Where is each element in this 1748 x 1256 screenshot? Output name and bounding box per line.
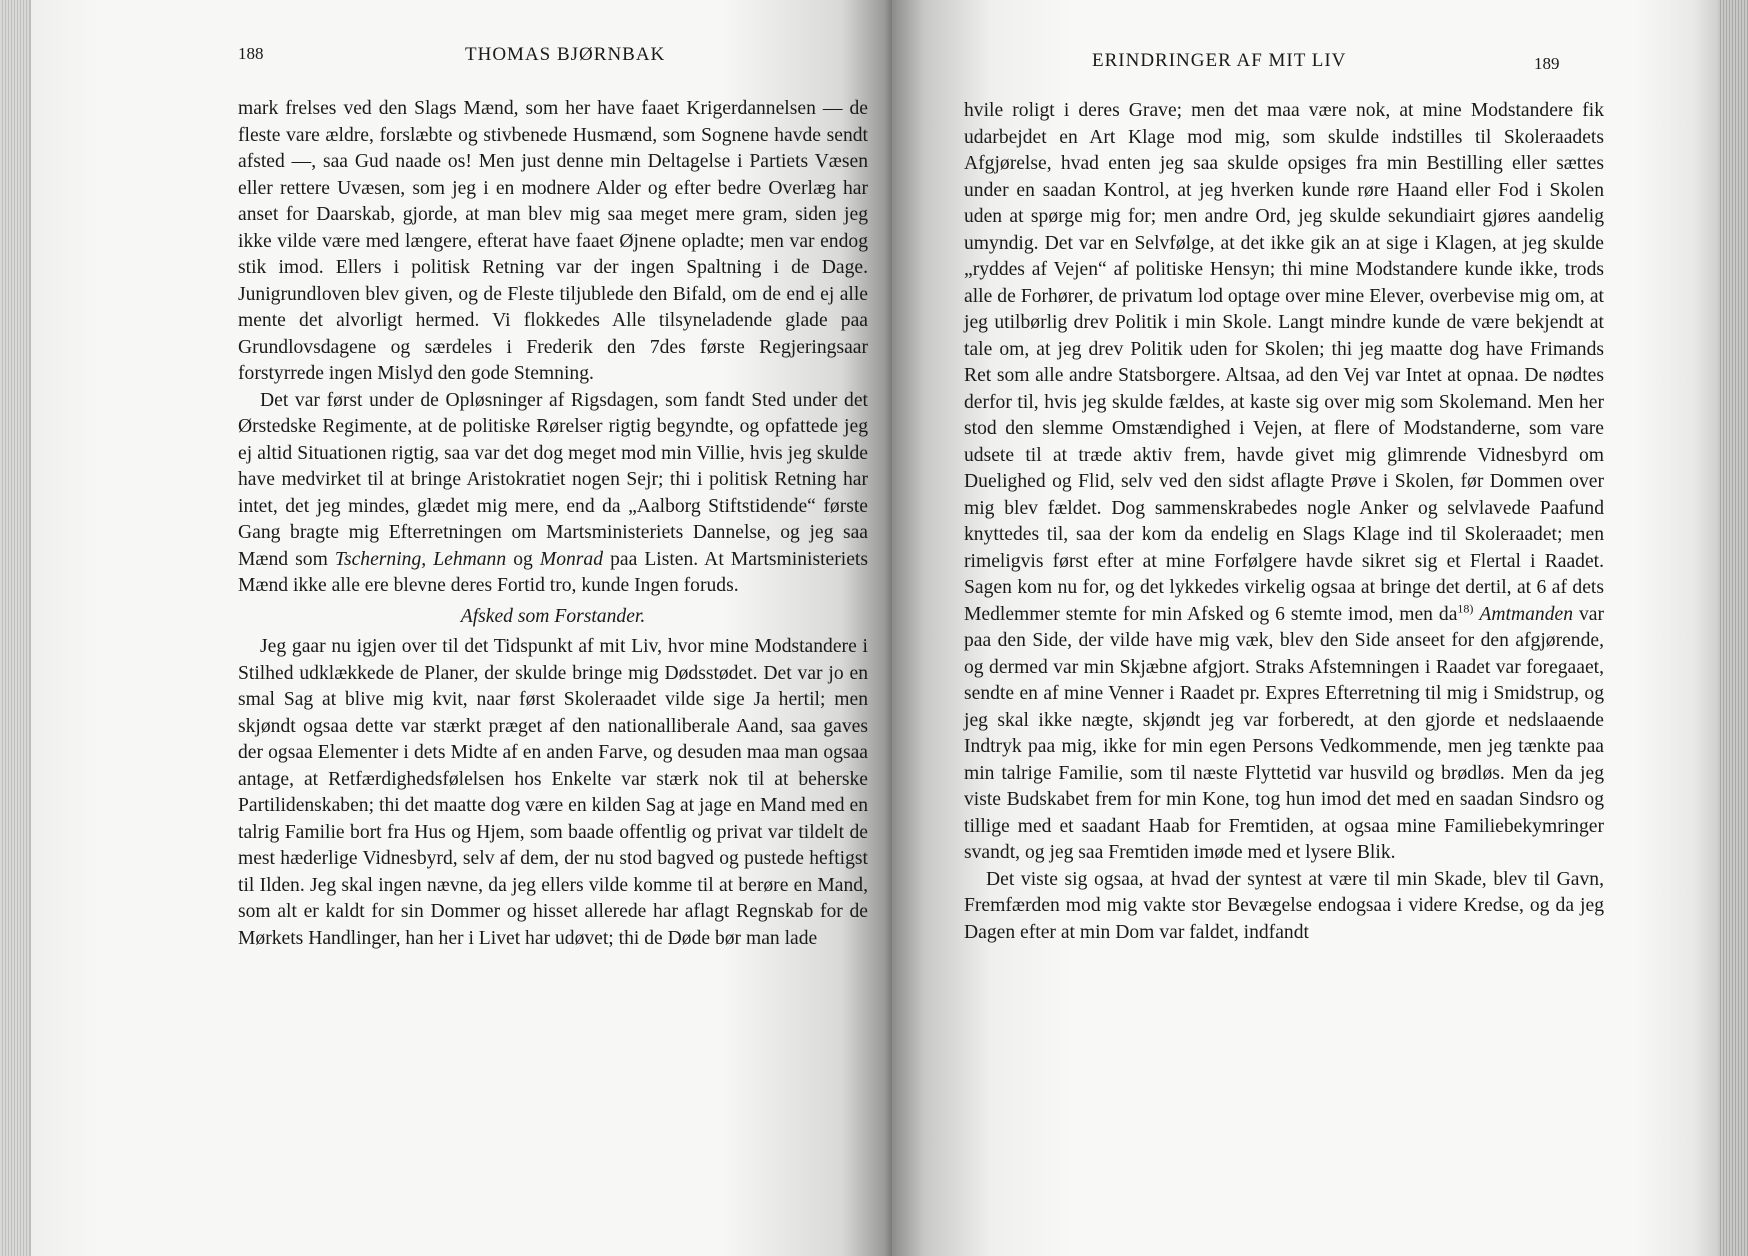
paragraph-text: hvile roligt i deres Grave; men det maa være nok, at mine Modstandere fik udarbejdet en Art Klage mod mig, som skulde indstilles til Skoleraadets Afgjørelse, hvad enten jeg saa skulde opsiges fra min Bestilling eller sættes under en saadan Kontrol, at jeg hverken kunde røre Haand eller Fod i Skolen uden at spørge mig for; men andre Ord, jeg skulde sekundiairt gjøres aandelig umyndig. Det var en Selvfølge, at det ikke gik an at sige i Klagen, at jeg skulde „ryddes af Vejen“ af politiske Hensyn; thi mine Modstandere kunde ikke, trods alle de Forhører, de privatum lod optage over mine Elever, overbevise mig om, at jeg utilbørlig drev Politik i min Skole. Langt mindre kunde de være bekjendt at tale om, at jeg drev Politik uden for Skolen; thi jeg maatte dog have Frimands Ret som alle andre Statsborgere. Altsaa, ad den Vej var Intet at opnaa. De nødtes derfor til, hvis jeg skulde fældes, at kaste sig over mig som Skolemand. Men her stod den slemme Omstændighed i Vejen, at flere of Modstanderne, som vare udsete til at træde aktiv frem, havde givet mig glimrende Vidnesbyrd om Duelighed og Flid, selv ved den sidst aflagte Prøve i Skolen, før Dommen over mig blev fældet. Dog sammenskrabedes nogle Anker og selvlavede Paafund knyttedes til, saa der kom da endelig en Slags Klage ind til Skoleraadet; men rimeligvis først efter at mine Forfølgere havde sikret sig et Flertal i Raadet. Sagen kom nu for, og det lykkedes virkelig ogsaa at bringe det dertil, at 6 af dets Medlemmer stemte for min Afsked og 6 stemte imod, men da — [964, 100, 1604, 625]
body-text — [964, 98, 1604, 946]
paragraph: Det viste sig ogsaa, at hvad der syntest at være til min Skade, blev til Gavn, Fremfærden mod mig vakte stor Bevægelse endogsaa i videre Kredse, og da jeg Dagen efter at min Dom var faldet, indfandt — [964, 868, 1604, 943]
section-heading: Afsked som Forstander. — [460, 605, 646, 627]
paragraph-text: var paa den Side, der vilde have mig væk, blev den Side anseet for den afgjørende, og dermed var min Skjæbne afgjort. Straks Afstemningen i Raadet var foregaaet, sendte en af mine Venner i Raadet pr. Expres Efterretning til mig i Smidstrup, og jeg skal ikke nægte, skjøndt jeg var forberedt, at den gjorde et nedslaaende Indtryk paa mig, ikke for min egen Persons Vedkommende, men jeg tænkte paa min talrige Familie, som til næste Flyttetid var husvild og brødløs. Men da jeg viste Budskabet frem for min Kone, tog hun imod det med en saadan Sindsro og tillige med et saadant Haab for Fremtiden, at ogsaa mine Familiebekymringer svandt, og jeg saa Fremtiden imøde med et lysere Blik. — [964, 603, 1605, 863]
conjunction: og — [513, 548, 533, 570]
name-lehmann: Lehmann — [433, 548, 507, 570]
body-text — [238, 96, 868, 952]
left-page — [30, 0, 893, 1256]
running-head: ERINDRINGER AF MIT LIV — [1092, 50, 1347, 71]
page-edges-right — [1718, 0, 1748, 1256]
paragraph: Jeg gaar nu igjen over til det Tidspunkt af mit Liv, hvor mine Modstandere i Stilhed udklækkede de Planer, der skulde bringe mig Dødsstødet. Det var jo en smal Sag at blive mig kvit, naar først Skoleraadet vilde sige Ja hertil; men skjøndt ogsaa dette var stærkt præget af den nationalliberale Aand, saa gaves der ogsaa Elementer i dets Midte af en anden Farve, og desuden maa man ogsaa antage, at Retfærdighedsfølelsen hos Enkelte var stærk nok til at beherske Partilidenskaben; thi det maatte dog være en kilden Sag at jage en Mand med en talrig Familie bort fra Hus og Hjem, som baade offentlig og privat var tildelt de mest hæderlige Vidnesbyrd, selv af dem, der nu stod bagved og pustede heftigst til Ilden. Jeg skal ingen nævne, da jeg ellers vilde komme til at berøre en Mand, som alt er kaldt for sin Dommer og hisset allerede har aflagt Regnskab for de Mørkets Handlinger, han her i Livet har udøvet; thi de Døde bør man lade — [238, 636, 868, 949]
paragraph — [964, 98, 1604, 867]
page-edges-left — [0, 0, 30, 1256]
page-number: 188 — [238, 44, 264, 63]
name-tscherning: Tscherning, — [334, 548, 427, 570]
paragraph-text: Det var først under de Opløsninger af Rigsdagen, som fandt Sted under det Ørstedske Regimente, at de politiske Rørelser rigtig begyndte, og opfattede jeg ej altid Situationen rigtig, saa var det dog meget mod min Villie, hvis jeg skulde have medvirket til at bringe Aristokratiet nogen Sejr; thi i politisk Retning har intet, det jeg mindes, glædet mig mere, end da „Aalborg Stiftstidende“ første Gang bragte mig Efterretningen om Martsministeriets Dannelse, og jeg saa Mænd som — [238, 389, 868, 570]
name-monrad: Monrad — [539, 548, 604, 570]
paragraph: mark frelses ved den Slags Mænd, som her have faaet Krigerdannelsen — de fleste vare ældre, forslæbte og stivbenede Husmænd, som Sognene havde sendt afsted —, saa Gud naade os! Men just denne min Deltagelse i Partiets Væsen eller rettere Uvæsen, som jeg i en modnere Alder og efter bedre Overlæg har anset for Daarskab, gjorde, at man blev mig saa meget mere gram, siden jeg ikke vilde være med længere, efterat have faaet Øjnene opladte; men var endog stik imod. Ellers i politisk Retning var der ingen Spaltning i de Dage. Junigrundloven blev given, og de Fleste tiljublede den Bifald, om de end ej alle mente det alvorligt hermed. Vi flokkedes Alle tilsyneladende glade paa Grundlovsdagene og særdeles i Frederik den 7des første Regjeringsaar forstyrrede ingen Mislyd den gode Stemning. — [238, 98, 868, 384]
footnote-ref: 18) — [1457, 600, 1474, 615]
right-page — [892, 0, 1718, 1256]
paragraph — [238, 388, 868, 600]
paragraph-text: paa Listen. At Martsministeriets Mænd ikke alle ere blevne deres Fortid tro, kunde Ingen foruds. — [238, 548, 868, 596]
page-number: 189 — [1534, 54, 1560, 73]
running-head: THOMAS BJØRNBAK — [465, 44, 666, 65]
name-amtmanden: Amtmanden — [1479, 603, 1573, 625]
